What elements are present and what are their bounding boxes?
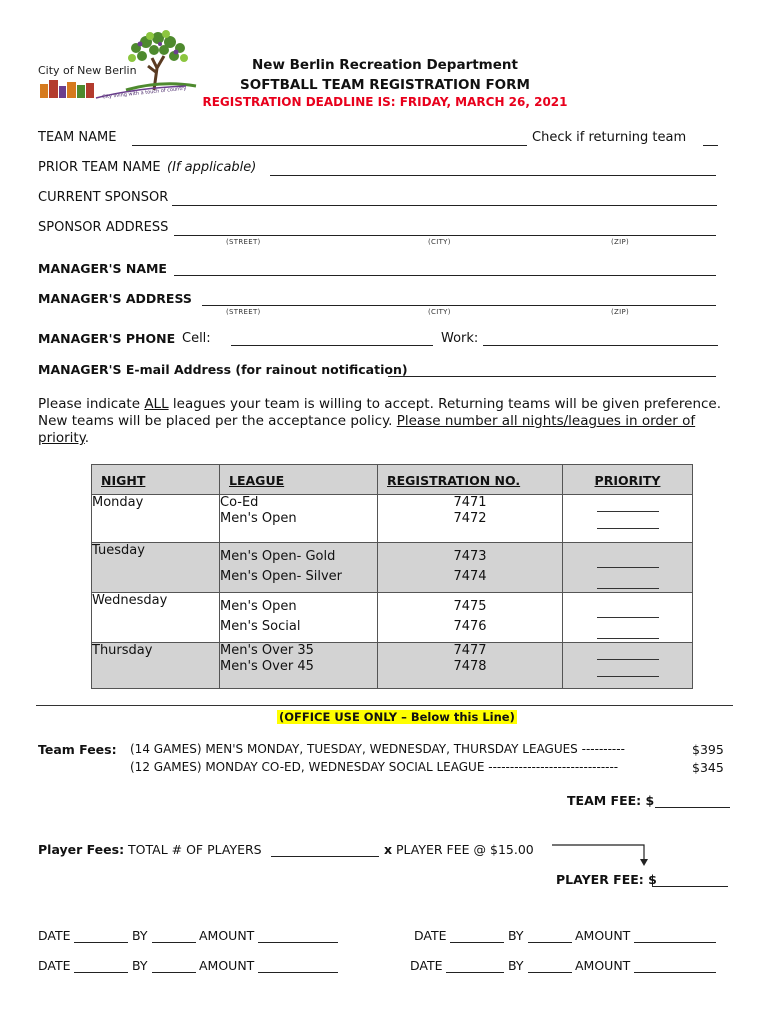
instructions-line3 [38, 430, 89, 446]
payment-amount-label: AMOUNT [199, 928, 255, 943]
registration-number: 7477 [453, 643, 487, 658]
header-registration-text: REGISTRATION NO. [387, 473, 521, 488]
team-name-label: TEAM NAME [38, 130, 117, 145]
payment-date-label: DATE [38, 928, 71, 943]
table-row [92, 643, 693, 689]
league-cell [220, 593, 378, 643]
registration-cell [378, 643, 563, 689]
fee-amount-1: $395 [692, 742, 724, 757]
manager-name-field[interactable] [174, 275, 716, 276]
work-label: Work: [441, 331, 479, 346]
payment-date-field[interactable] [74, 942, 128, 943]
priority-input[interactable] [597, 660, 659, 677]
priority-cell [563, 495, 693, 543]
league-name: Men's Open- Gold [220, 549, 336, 564]
cell-label: Cell: [182, 331, 211, 346]
table-header-row [92, 465, 693, 495]
payment-by-label: BY [132, 928, 148, 943]
priority-cell [563, 643, 693, 689]
night-cell: Wednesday [92, 593, 220, 643]
payment-by-field[interactable] [152, 972, 196, 973]
registration-number: 7475 [453, 599, 487, 614]
manager-zip-hint: (ZIP) [611, 308, 630, 316]
cell-phone-field[interactable] [231, 345, 433, 346]
prior-team-note: (If applicable) [167, 160, 257, 175]
header-night-text: NIGHT [101, 473, 146, 488]
payment-date-field[interactable] [74, 972, 128, 973]
instructions-text-1: Please indicate [38, 396, 145, 412]
registration-cell [378, 593, 563, 643]
instructions-line2 [38, 413, 695, 429]
arrow-down-icon [550, 843, 650, 867]
team-name-field[interactable] [132, 145, 527, 146]
league-table [91, 464, 693, 689]
priority-cell [563, 543, 693, 593]
payment-amount-field[interactable] [634, 942, 716, 943]
manager-email-label: MANAGER'S E-mail Address (for rainout notification) [38, 362, 408, 377]
player-fee-rate: PLAYER FEE @ $15.00 [396, 842, 534, 857]
instructions-line1 [38, 396, 721, 412]
instructions-priority: priority [38, 430, 85, 446]
payment-by-label: BY [132, 958, 148, 973]
priority-input[interactable] [597, 495, 659, 512]
work-phone-field[interactable] [483, 345, 718, 346]
manager-address-label: MANAGER'S ADDRESS [38, 291, 192, 306]
player-fee-field[interactable] [652, 886, 728, 887]
manager-street-hint: (STREET) [226, 308, 261, 316]
payment-amount-label: AMOUNT [199, 958, 255, 973]
registration-number: 7478 [453, 659, 487, 674]
player-fee-total-label: PLAYER FEE: $ [556, 872, 657, 887]
payment-date-label: DATE [38, 958, 71, 973]
team-fee-total-label: TEAM FEE: $ [567, 793, 655, 808]
header-night [92, 465, 220, 495]
instructions-underlined: Please number all nights/leagues in order of [396, 413, 696, 429]
league-cell [220, 643, 378, 689]
payment-by-field[interactable] [528, 972, 572, 973]
payment-amount-field[interactable] [634, 972, 716, 973]
times-symbol: x [384, 842, 393, 857]
night-cell: Monday [92, 495, 220, 543]
total-players-field[interactable] [271, 856, 379, 857]
sponsor-street-hint: (STREET) [226, 238, 261, 246]
instructions-all: ALL [144, 396, 169, 412]
returning-team-checkbox[interactable] [703, 145, 718, 146]
payment-amount-field[interactable] [258, 972, 338, 973]
league-cell [220, 495, 378, 543]
header-priority-text: PRIORITY [594, 473, 661, 488]
priority-cell [563, 593, 693, 643]
registration-number: 7476 [453, 619, 487, 634]
manager-phone-label: MANAGER'S PHONE [38, 331, 176, 346]
league-name: Men's Social [220, 619, 301, 634]
header-form-title: SOFTBALL TEAM REGISTRATION FORM [240, 77, 530, 93]
registration-number: 7472 [453, 511, 487, 526]
night-cell: Thursday [92, 643, 220, 689]
priority-input[interactable] [597, 512, 659, 529]
instructions-text-3: New teams will be placed per the acceptance policy. [38, 413, 397, 429]
registration-number: 7471 [453, 495, 487, 510]
prior-team-label: PRIOR TEAM NAME [38, 160, 161, 175]
manager-address-field[interactable] [202, 305, 716, 306]
payment-date-field[interactable] [446, 972, 504, 973]
league-name: Men's Over 45 [220, 659, 314, 674]
player-fees-label: Player Fees: [38, 842, 125, 857]
payment-date-label: DATE [410, 958, 443, 973]
night-cell: Tuesday [92, 543, 220, 593]
league-name: Men's Open [220, 599, 297, 614]
sponsor-address-field[interactable] [174, 235, 716, 236]
league-name: Men's Over 35 [220, 643, 314, 658]
table-row [92, 593, 693, 643]
team-fees-label: Team Fees: [38, 742, 117, 757]
payment-date-label: DATE [414, 928, 447, 943]
city-logo [36, 28, 206, 128]
logo-tagline: City living with a touch of country [101, 85, 187, 101]
team-fee-field[interactable] [655, 807, 730, 808]
manager-email-field[interactable] [388, 376, 716, 377]
total-players-label: TOTAL # OF PLAYERS [128, 842, 262, 857]
registration-cell [378, 495, 563, 543]
manager-city-hint: (CITY) [428, 308, 451, 316]
registration-number: 7474 [453, 569, 487, 584]
priority-input[interactable] [597, 597, 659, 618]
payment-by-field[interactable] [528, 942, 572, 943]
instructions-text-2: leagues your team is willing to accept. Returning teams will be given preference. [168, 396, 722, 412]
fee-line-1: (14 GAMES) MEN'S MONDAY, TUESDAY, WEDNESDAY, THURSDAY LEAGUES ---------- [130, 742, 625, 756]
tree-logo-icon [36, 28, 206, 128]
header-deadline: REGISTRATION DEADLINE IS: FRIDAY, MARCH 26, 2021 [202, 95, 568, 109]
payment-date-field[interactable] [450, 942, 504, 943]
table-row [92, 543, 693, 593]
prior-team-field[interactable] [270, 175, 716, 176]
office-divider [36, 705, 733, 706]
payment-by-label: BY [508, 958, 524, 973]
priority-input[interactable] [597, 568, 659, 589]
registration-number: 7473 [453, 549, 487, 564]
payment-amount-label: AMOUNT [575, 958, 631, 973]
header-priority [563, 465, 693, 495]
sponsor-label: CURRENT SPONSOR [38, 190, 169, 205]
returning-team-label: Check if returning team [532, 130, 687, 145]
sponsor-field[interactable] [172, 205, 717, 206]
header-league-text: LEAGUE [229, 473, 285, 488]
payment-amount-field[interactable] [258, 942, 338, 943]
league-name: Men's Open- Silver [220, 569, 342, 584]
logo-text: City of New Berlin [38, 64, 137, 77]
priority-input[interactable] [597, 547, 659, 568]
header-department: New Berlin Recreation Department [252, 57, 518, 73]
table-row [92, 495, 693, 543]
registration-cell [378, 543, 563, 593]
priority-input[interactable] [597, 643, 659, 660]
instructions-period: . [84, 430, 90, 446]
sponsor-zip-hint: (ZIP) [611, 238, 630, 246]
sponsor-address-label: SPONSOR ADDRESS [38, 220, 169, 235]
manager-name-label: MANAGER'S NAME [38, 261, 167, 276]
league-name: Men's Open [220, 511, 297, 526]
payment-by-field[interactable] [152, 942, 196, 943]
league-cell [220, 543, 378, 593]
fee-amount-2: $345 [692, 760, 724, 775]
header-league [220, 465, 378, 495]
fee-line-2: (12 GAMES) MONDAY CO-ED, WEDNESDAY SOCIAL LEAGUE ------------------------------ [130, 760, 619, 774]
sponsor-city-hint: (CITY) [428, 238, 451, 246]
league-name: Co-Ed [220, 495, 259, 510]
payment-amount-label: AMOUNT [575, 928, 631, 943]
priority-input[interactable] [597, 618, 659, 639]
payment-by-label: BY [508, 928, 524, 943]
header-registration [378, 465, 563, 495]
office-use-label: (OFFICE USE ONLY – Below this Line) [279, 710, 515, 724]
